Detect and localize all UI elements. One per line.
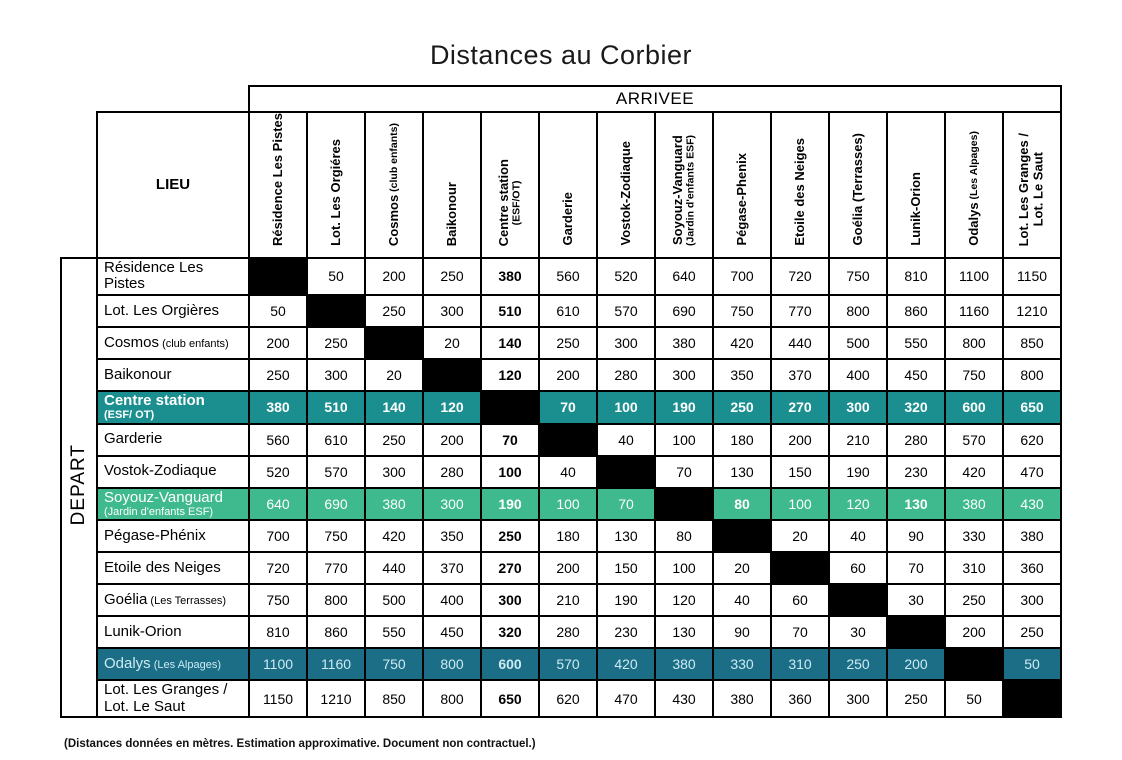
distance-cell: 60 <box>829 552 887 584</box>
row-label-9: Etoile des Neiges <box>97 552 249 584</box>
distance-cell: 190 <box>597 584 655 616</box>
distance-cell: 620 <box>1003 424 1061 456</box>
distance-cell: 1210 <box>307 680 365 717</box>
distance-cell: 1150 <box>1003 258 1061 295</box>
table-row <box>61 295 1061 327</box>
distance-cell: 470 <box>597 680 655 717</box>
table-row <box>61 648 1061 680</box>
distance-cell: 300 <box>829 391 887 424</box>
distance-cell: 140 <box>365 391 423 424</box>
distance-cell: 620 <box>539 680 597 717</box>
distance-cell: 250 <box>1003 616 1061 648</box>
distance-cell: 250 <box>481 520 539 552</box>
distance-cell: 100 <box>655 552 713 584</box>
table-row <box>61 258 1061 295</box>
distance-cell: 20 <box>771 520 829 552</box>
table-row <box>61 391 1061 424</box>
distance-cell: 280 <box>597 359 655 391</box>
distance-cell: 270 <box>771 391 829 424</box>
distance-cell: 800 <box>945 327 1003 359</box>
distance-cell: 770 <box>771 295 829 327</box>
distance-cell: 380 <box>481 258 539 295</box>
distance-cell: 190 <box>655 391 713 424</box>
table-row <box>61 616 1061 648</box>
distance-cell: 300 <box>829 680 887 717</box>
distance-cell: 190 <box>829 456 887 488</box>
distance-cell: 690 <box>655 295 713 327</box>
distance-cell: 750 <box>713 295 771 327</box>
distance-cell: 300 <box>423 488 481 521</box>
distance-cell: 570 <box>307 456 365 488</box>
distance-cell: 450 <box>423 616 481 648</box>
depart-header: DEPART <box>61 258 97 717</box>
distance-cell: 270 <box>481 552 539 584</box>
distance-cell: 450 <box>887 359 945 391</box>
distance-cell: 90 <box>887 520 945 552</box>
distance-cell: 250 <box>887 680 945 717</box>
distance-cell: 300 <box>423 295 481 327</box>
diagonal-cell <box>713 520 771 552</box>
row-label-3: Baikonour <box>97 359 249 391</box>
distance-cell: 210 <box>829 424 887 456</box>
diagonal-cell <box>1003 680 1061 717</box>
distance-cell: 300 <box>365 456 423 488</box>
distance-cell: 230 <box>597 616 655 648</box>
distance-cell: 600 <box>481 648 539 680</box>
distance-cell: 1210 <box>1003 295 1061 327</box>
distance-cell: 610 <box>539 295 597 327</box>
distance-cell: 420 <box>945 456 1003 488</box>
distance-cell: 130 <box>655 616 713 648</box>
diagonal-cell <box>307 295 365 327</box>
distance-cell: 210 <box>539 584 597 616</box>
distance-cell: 700 <box>249 520 307 552</box>
distance-cell: 1150 <box>249 680 307 717</box>
distance-cell: 1160 <box>307 648 365 680</box>
distance-cell: 650 <box>481 680 539 717</box>
distance-cell: 640 <box>249 488 307 521</box>
arrivee-row <box>61 86 1061 112</box>
distance-cell: 100 <box>655 424 713 456</box>
distance-cell: 90 <box>713 616 771 648</box>
distance-cell: 130 <box>597 520 655 552</box>
distance-cell: 800 <box>307 584 365 616</box>
distance-cell: 350 <box>423 520 481 552</box>
distance-cell: 200 <box>771 424 829 456</box>
col-header-13: Lot. Les Granges / Lot. Le Saut <box>1003 112 1061 258</box>
col-header-9: Etoile des Neiges <box>771 112 829 258</box>
col-header-10: Goélia (Terrasses) <box>829 112 887 258</box>
empty-corner-left <box>61 112 97 258</box>
distance-cell: 70 <box>597 488 655 521</box>
distance-cell: 100 <box>539 488 597 521</box>
table-row <box>61 488 1061 521</box>
distance-cell: 30 <box>829 616 887 648</box>
col-header-11: Lunik-Orion <box>887 112 945 258</box>
diagonal-cell <box>539 424 597 456</box>
distance-cell: 400 <box>829 359 887 391</box>
diagonal-cell <box>771 552 829 584</box>
distance-cell: 750 <box>945 359 1003 391</box>
col-header-8: Pégase-Phenix <box>713 112 771 258</box>
distance-cell: 860 <box>307 616 365 648</box>
row-label-11: Lunik-Orion <box>97 616 249 648</box>
distance-cell: 430 <box>655 680 713 717</box>
distance-cell: 80 <box>713 488 771 521</box>
arrivee-header: ARRIVEE <box>249 86 1061 112</box>
distance-cell: 40 <box>539 456 597 488</box>
distance-cell: 40 <box>829 520 887 552</box>
distance-cell: 250 <box>423 258 481 295</box>
distance-cell: 380 <box>655 327 713 359</box>
row-label-2: Cosmos (club enfants) <box>97 327 249 359</box>
distance-cell: 250 <box>713 391 771 424</box>
distance-cell: 120 <box>423 391 481 424</box>
distance-cell: 60 <box>771 584 829 616</box>
distance-cell: 550 <box>887 327 945 359</box>
distance-cell: 100 <box>771 488 829 521</box>
diagonal-cell <box>423 359 481 391</box>
distance-cell: 380 <box>655 648 713 680</box>
distance-cell: 640 <box>655 258 713 295</box>
row-label-6: Vostok-Zodiaque <box>97 456 249 488</box>
distance-cell: 810 <box>887 258 945 295</box>
distance-cell: 380 <box>249 391 307 424</box>
distance-cell: 550 <box>365 616 423 648</box>
table-row <box>61 359 1061 391</box>
column-header-row <box>61 112 1061 258</box>
distance-cell: 440 <box>771 327 829 359</box>
distance-cell: 200 <box>887 648 945 680</box>
distance-cell: 100 <box>481 456 539 488</box>
distance-cell: 40 <box>597 424 655 456</box>
distance-cell: 370 <box>771 359 829 391</box>
distance-cell: 200 <box>365 258 423 295</box>
col-header-0: Résidence Les Pistes <box>249 112 307 258</box>
distance-cell: 250 <box>365 295 423 327</box>
distance-cell: 280 <box>423 456 481 488</box>
distance-cell: 500 <box>829 327 887 359</box>
distance-cell: 380 <box>945 488 1003 521</box>
distance-cell: 520 <box>597 258 655 295</box>
distance-cell: 1100 <box>249 648 307 680</box>
distance-cell: 250 <box>945 584 1003 616</box>
col-header-4: Centre station (ESF/OT) <box>481 112 539 258</box>
distance-cell: 1160 <box>945 295 1003 327</box>
distance-cell: 70 <box>655 456 713 488</box>
distance-cell: 420 <box>597 648 655 680</box>
distance-cell: 330 <box>713 648 771 680</box>
distance-cell: 380 <box>365 488 423 521</box>
distance-cell: 300 <box>597 327 655 359</box>
row-label-0: Résidence Les Pistes <box>97 258 249 295</box>
diagonal-cell <box>655 488 713 521</box>
distance-cell: 80 <box>655 520 713 552</box>
distance-cell: 860 <box>887 295 945 327</box>
row-label-12: Odalys (Les Alpages) <box>97 648 249 680</box>
col-header-7: Soyouz-Vanguard (Jardin d'enfants ESF) <box>655 112 713 258</box>
table-row <box>61 552 1061 584</box>
diagonal-cell <box>945 648 1003 680</box>
distance-cell: 330 <box>945 520 1003 552</box>
distance-cell: 120 <box>655 584 713 616</box>
distance-cell: 560 <box>249 424 307 456</box>
distance-cell: 750 <box>249 584 307 616</box>
distance-cell: 20 <box>713 552 771 584</box>
distance-cell: 690 <box>307 488 365 521</box>
distance-cell: 40 <box>713 584 771 616</box>
distance-cell: 180 <box>713 424 771 456</box>
distance-cell: 560 <box>539 258 597 295</box>
distance-cell: 850 <box>1003 327 1061 359</box>
distance-cell: 50 <box>307 258 365 295</box>
distance-cell: 720 <box>771 258 829 295</box>
distance-cell: 380 <box>1003 520 1061 552</box>
distance-cell: 700 <box>713 258 771 295</box>
distance-cell: 430 <box>1003 488 1061 521</box>
distance-cell: 320 <box>481 616 539 648</box>
col-header-2: Cosmos (club enfants) <box>365 112 423 258</box>
distance-cell: 120 <box>829 488 887 521</box>
table-row <box>61 520 1061 552</box>
distance-cell: 130 <box>713 456 771 488</box>
distance-cell: 250 <box>307 327 365 359</box>
distance-cell: 50 <box>249 295 307 327</box>
distance-cell: 470 <box>1003 456 1061 488</box>
distance-cell: 70 <box>539 391 597 424</box>
distance-cell: 70 <box>771 616 829 648</box>
distance-cell: 420 <box>713 327 771 359</box>
col-header-6: Vostok-Zodiaque <box>597 112 655 258</box>
distance-cell: 800 <box>423 648 481 680</box>
distance-cell: 810 <box>249 616 307 648</box>
distance-cell: 770 <box>307 552 365 584</box>
distance-cell: 70 <box>481 424 539 456</box>
distance-cell: 400 <box>423 584 481 616</box>
distance-cell: 600 <box>945 391 1003 424</box>
row-label-5: Garderie <box>97 424 249 456</box>
col-header-5: Garderie <box>539 112 597 258</box>
distance-cell: 300 <box>655 359 713 391</box>
row-label-4: Centre station (ESF/ OT) <box>97 391 249 424</box>
distance-cell: 320 <box>887 391 945 424</box>
row-label-13: Lot. Les Granges / Lot. Le Saut <box>97 680 249 717</box>
distance-cell: 1100 <box>945 258 1003 295</box>
distance-cell: 380 <box>713 680 771 717</box>
col-header-1: Lot. Les Orgiéres <box>307 112 365 258</box>
distance-cell: 650 <box>1003 391 1061 424</box>
distance-cell: 370 <box>423 552 481 584</box>
distance-cell: 190 <box>481 488 539 521</box>
distance-cell: 200 <box>423 424 481 456</box>
distance-cell: 30 <box>887 584 945 616</box>
distance-cell: 570 <box>945 424 1003 456</box>
row-label-10: Goélia (Les Terrasses) <box>97 584 249 616</box>
row-label-1: Lot. Les Orgières <box>97 295 249 327</box>
distance-cell: 360 <box>1003 552 1061 584</box>
distance-cell: 800 <box>1003 359 1061 391</box>
distance-cell: 520 <box>249 456 307 488</box>
row-label-8: Pégase-Phénix <box>97 520 249 552</box>
empty-corner-top <box>61 86 249 112</box>
distance-cell: 150 <box>597 552 655 584</box>
distance-cell: 200 <box>945 616 1003 648</box>
lieu-header: LIEU <box>97 112 249 258</box>
distance-cell: 720 <box>249 552 307 584</box>
distance-cell: 800 <box>423 680 481 717</box>
diagonal-cell <box>829 584 887 616</box>
distance-cell: 20 <box>365 359 423 391</box>
table-row <box>61 680 1061 717</box>
distance-cell: 300 <box>1003 584 1061 616</box>
distance-cell: 100 <box>597 391 655 424</box>
table-row <box>61 584 1061 616</box>
diagonal-cell <box>597 456 655 488</box>
distance-cell: 750 <box>829 258 887 295</box>
distance-cell: 140 <box>481 327 539 359</box>
distance-cell: 570 <box>539 648 597 680</box>
col-header-3: Baikonour <box>423 112 481 258</box>
distance-cell: 310 <box>945 552 1003 584</box>
distance-cell: 250 <box>249 359 307 391</box>
distance-cell: 750 <box>365 648 423 680</box>
distance-cell: 200 <box>539 359 597 391</box>
distance-cell: 350 <box>713 359 771 391</box>
distance-cell: 200 <box>539 552 597 584</box>
distance-cell: 510 <box>307 391 365 424</box>
distance-cell: 50 <box>1003 648 1061 680</box>
table-row <box>61 456 1061 488</box>
distance-cell: 280 <box>887 424 945 456</box>
diagonal-cell <box>887 616 945 648</box>
distance-cell: 250 <box>539 327 597 359</box>
table-row <box>61 424 1061 456</box>
table-row <box>61 327 1061 359</box>
col-header-12: Odalys (Les Alpages) <box>945 112 1003 258</box>
distance-cell: 180 <box>539 520 597 552</box>
distance-cell: 610 <box>307 424 365 456</box>
distance-cell: 420 <box>365 520 423 552</box>
distance-cell: 120 <box>481 359 539 391</box>
distance-cell: 150 <box>771 456 829 488</box>
distance-cell: 50 <box>945 680 1003 717</box>
diagonal-cell <box>249 258 307 295</box>
page-title: Distances au Corbier <box>429 40 693 70</box>
distance-cell: 750 <box>307 520 365 552</box>
distance-cell: 200 <box>249 327 307 359</box>
distance-cell: 500 <box>365 584 423 616</box>
distance-cell: 440 <box>365 552 423 584</box>
distance-cell: 300 <box>481 584 539 616</box>
row-label-7: Soyouz-Vanguard (Jardin d'enfants ESF) <box>97 488 249 521</box>
diagonal-cell <box>365 327 423 359</box>
distance-cell: 850 <box>365 680 423 717</box>
distance-cell: 570 <box>597 295 655 327</box>
distance-cell: 800 <box>829 295 887 327</box>
diagonal-cell <box>481 391 539 424</box>
distance-cell: 310 <box>771 648 829 680</box>
distance-cell: 70 <box>887 552 945 584</box>
distance-matrix-table <box>60 85 1062 718</box>
footer-note: (Distances données en mètres. Estimation approximative. Document non contractuel.) <box>64 738 536 751</box>
distance-cell: 20 <box>423 327 481 359</box>
distance-cell: 360 <box>771 680 829 717</box>
distance-cell: 230 <box>887 456 945 488</box>
distance-cell: 510 <box>481 295 539 327</box>
distance-cell: 280 <box>539 616 597 648</box>
distance-cell: 300 <box>307 359 365 391</box>
distance-cell: 250 <box>829 648 887 680</box>
distance-cell: 130 <box>887 488 945 521</box>
distance-cell: 250 <box>365 424 423 456</box>
